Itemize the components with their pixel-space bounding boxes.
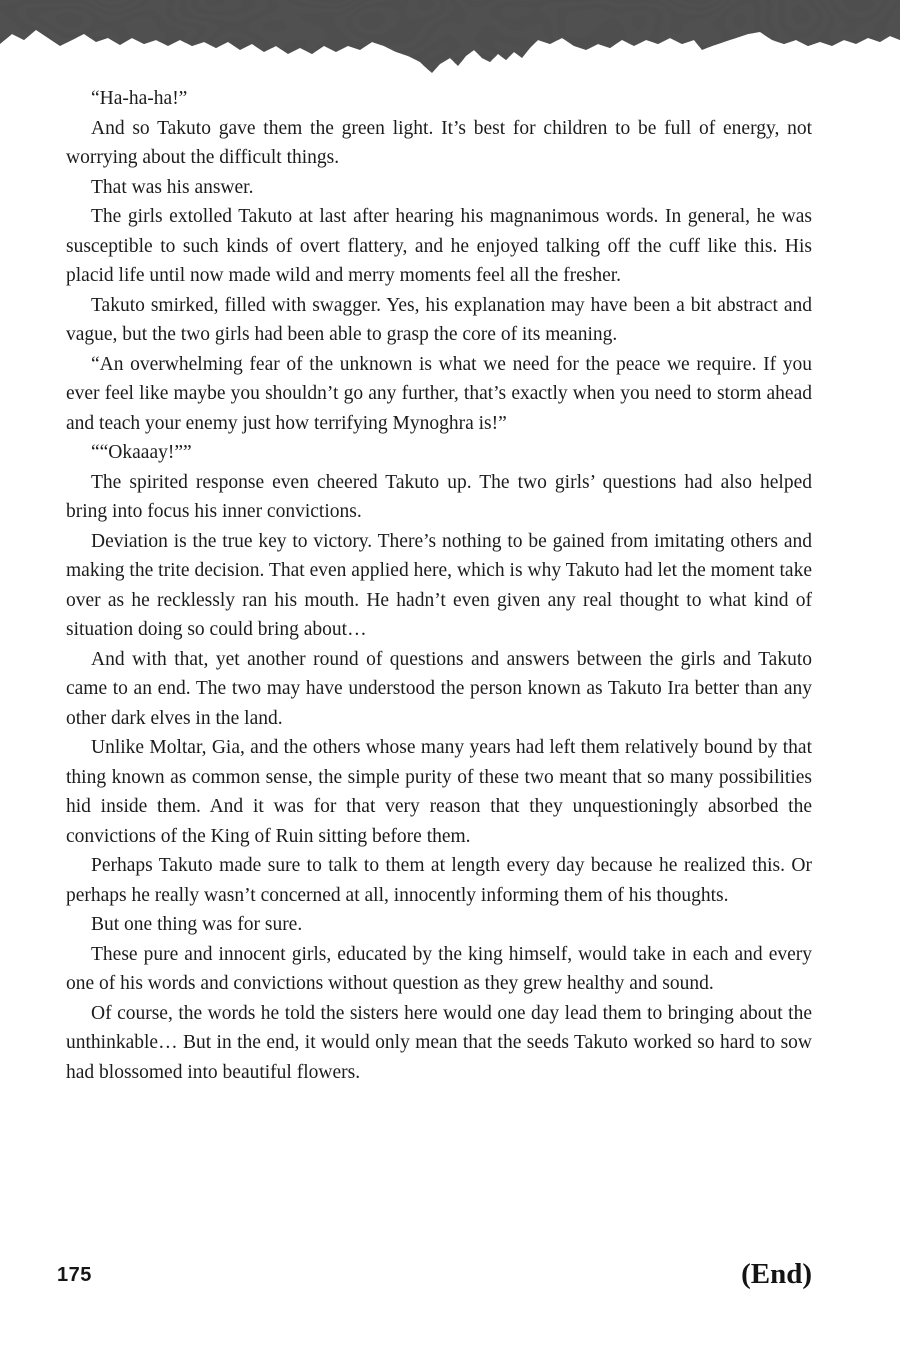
paragraph: “Ha-ha-ha!” <box>91 88 188 109</box>
paragraph: And with that, yet another round of questions and answers between the girls and Takuto came to an end. The two may have understood the person known as Takuto Ira better than any other dark elves in the land. <box>66 648 812 729</box>
paragraph: And so Takuto gave them the green light. It’s best for children to be full of energy, not worrying about the difficult things. <box>66 117 812 168</box>
paragraph: Takuto smirked, filled with swagger. Yes, his explanation may have been a bit abstract and vague, but the two girls had been able to grasp the core of its meaning. <box>66 294 812 345</box>
paragraph: Perhaps Takuto made sure to talk to them at length every day because he realized this. Or perhaps he really wasn’t concerned at all, innocently informing them of his thoughts. <box>66 855 812 906</box>
paragraph: That was his answer. <box>91 176 254 198</box>
torn-ink-banner <box>0 0 900 85</box>
paragraph: These pure and innocent girls, educated by the king himself, would take in each and every one of his words and convictions without question as they grew healthy and sound. <box>66 943 812 994</box>
end-label: (End) <box>741 1258 812 1290</box>
paragraph: ““Okaaay!”” <box>91 442 192 463</box>
paragraph: The girls extolled Takuto at last after hearing his magnanimous words. In general, he was susceptible to such kinds of overt flattery, and he enjoyed talking off the cuff like this. His placid life until now made wild and merry moments feel all the fresher. <box>66 206 812 286</box>
page-number: 175 <box>57 1264 92 1286</box>
paragraph: But one thing was for sure. <box>91 914 303 935</box>
paragraph: Deviation is the true key to victory. There’s nothing to be gained from imitating others and making the trite decision. That even applied here, which is why Takuto had let the moment take over as he recklessly ran his mouth. He hadn’t even given any real thought to what kind of situation doing so could bring about… <box>66 530 812 640</box>
paragraph: The spirited response even cheered Takuto up. The two girls’ questions had also helped bring into focus his inner convictions. <box>66 471 812 522</box>
paragraph: “An overwhelming fear of the unknown is what we need for the peace we require. If you ever feel like maybe you shouldn’t go any further, that’s exactly when you need to storm ahead and teach your enemy just how terrifying Mynoghra is!” <box>66 353 812 434</box>
fingerprint-texture <box>0 0 900 85</box>
paragraph: Of course, the words he told the sisters here would one day lead them to bringing about the unthinkable… But in the end, it would only mean that the seeds Takuto worked so hard to sow had blossomed into beautiful flowers. <box>66 1002 812 1083</box>
body-text <box>66 84 812 1087</box>
paragraph: Unlike Moltar, Gia, and the others whose many years had left them relatively bound by that thing known as common sense, the simple purity of these two meant that so many possibilities hid inside them. And it was for that very reason that they unquestioningly absorbed the convictions of the King of Ruin sitting before them. <box>66 737 812 847</box>
